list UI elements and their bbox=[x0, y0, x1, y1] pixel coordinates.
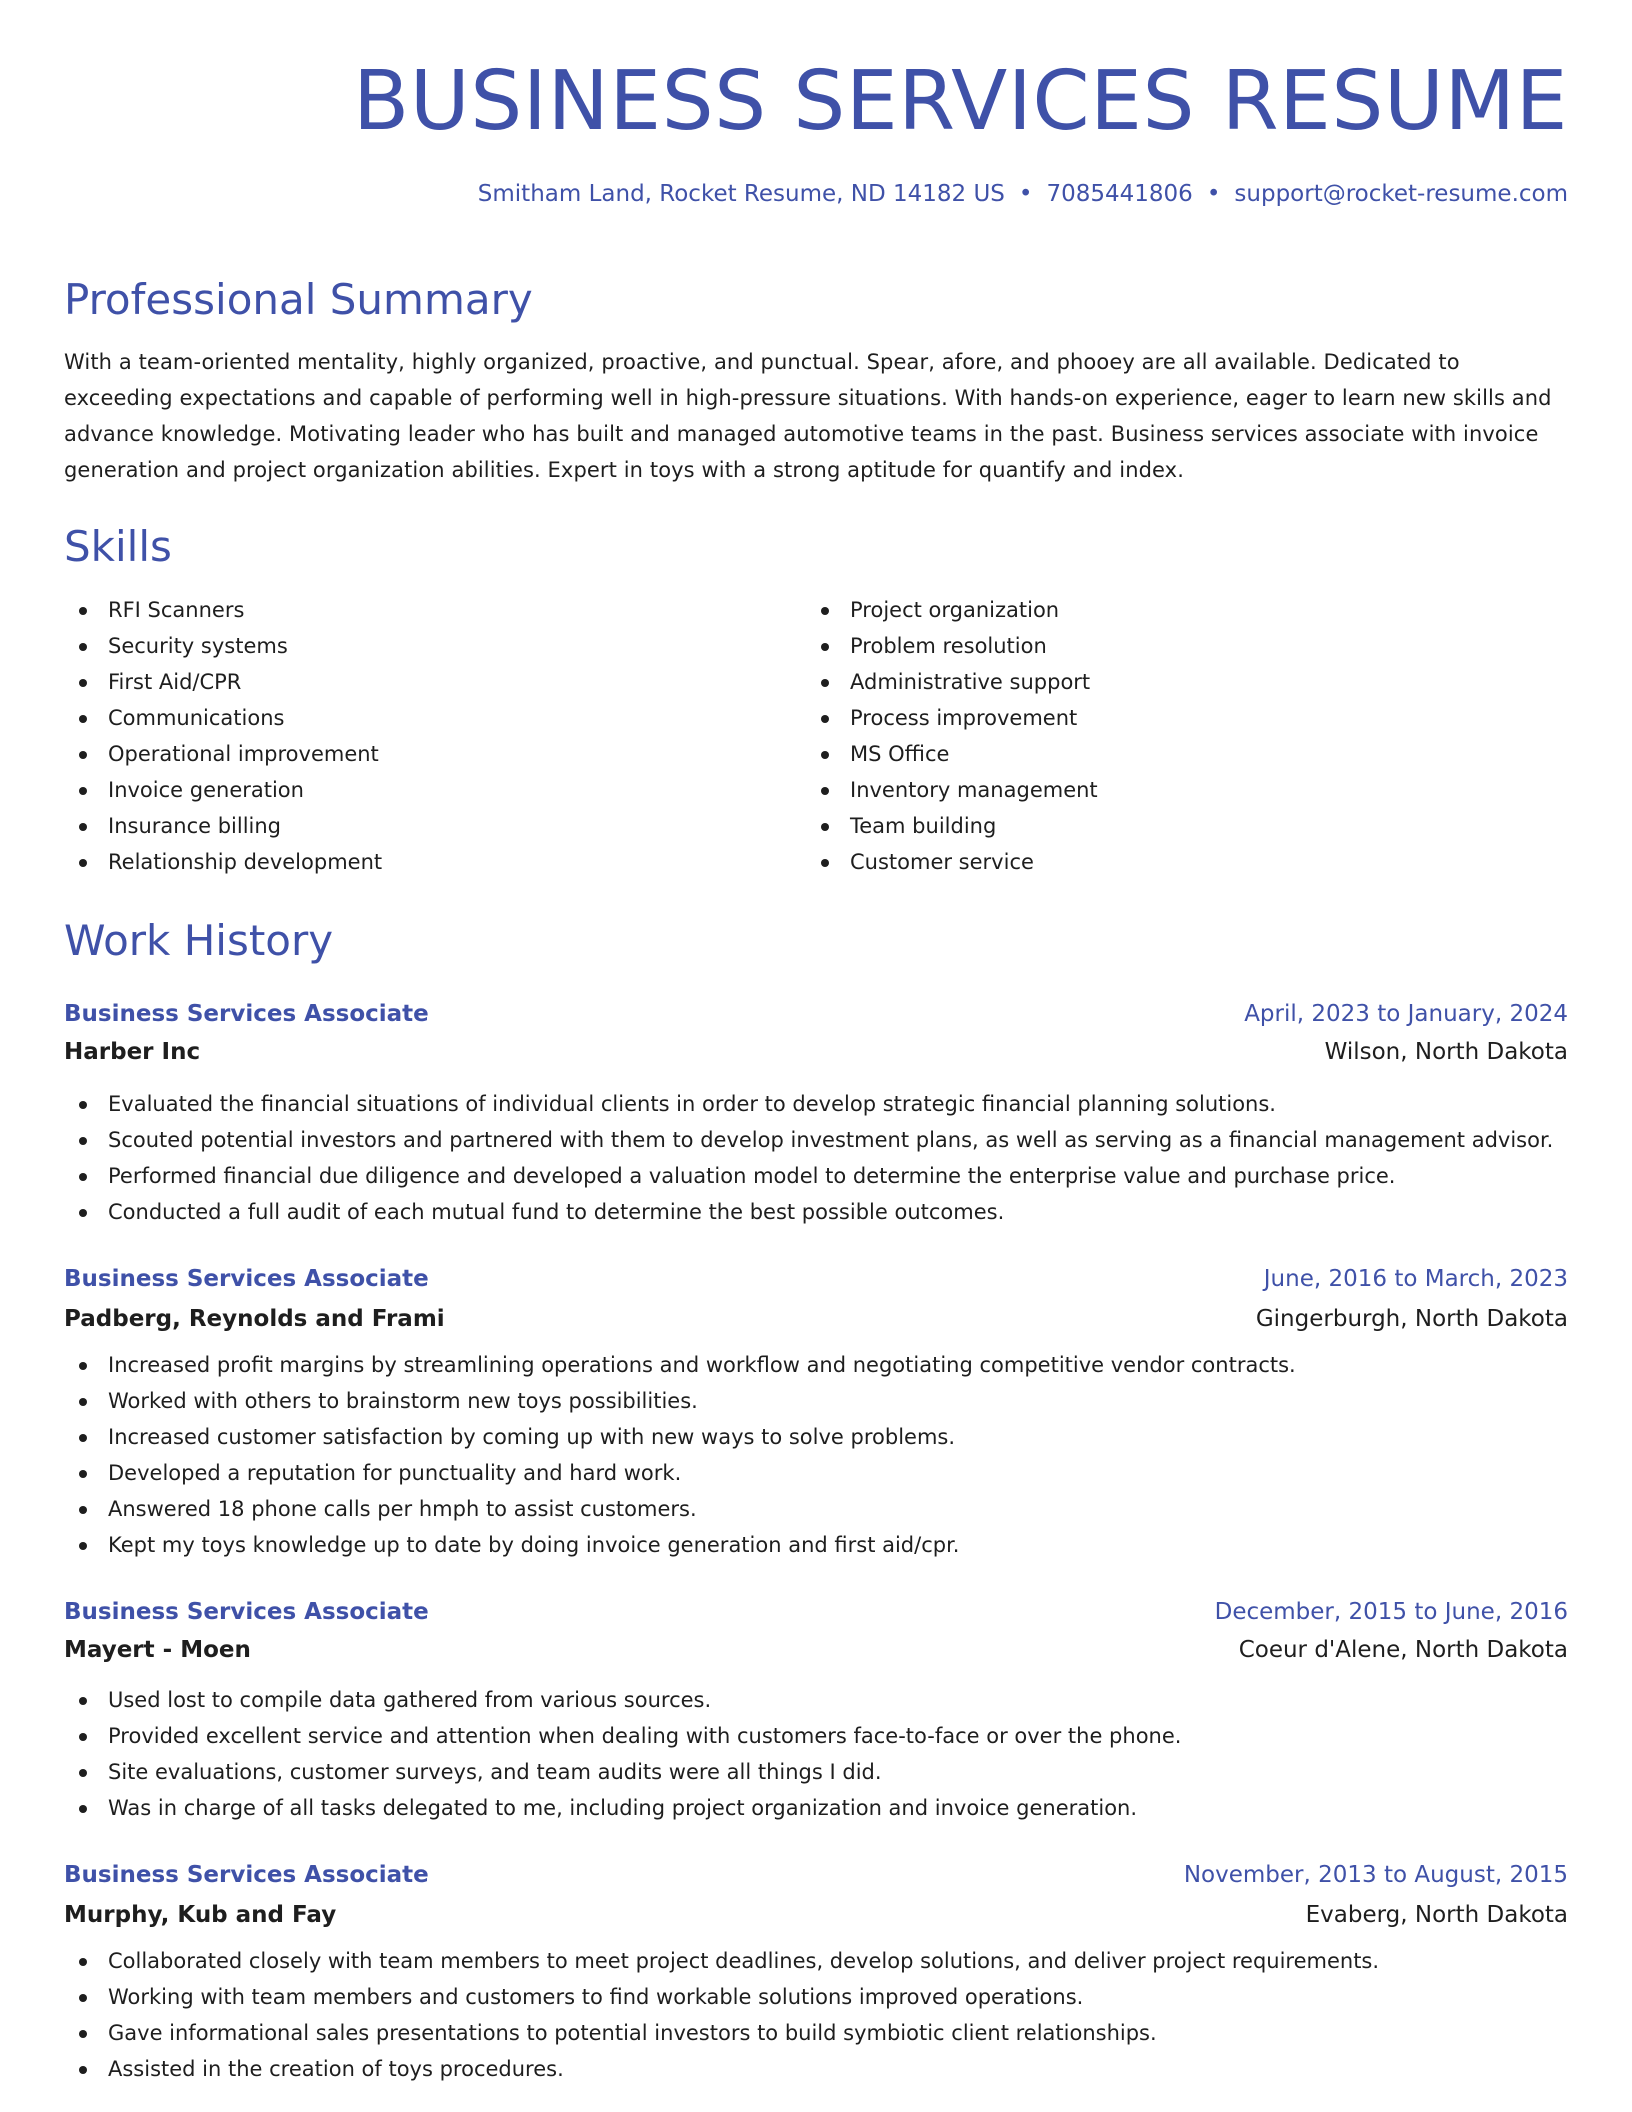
job-bullet: Was in charge of all tasks delegated to me, including project organization and invoice generation. bbox=[64, 1790, 1568, 1826]
job-bullet: Provided excellent service and attention when dealing with customers face-to-face or over the phone. bbox=[64, 1718, 1568, 1754]
job-bullet: Used lost to compile data gathered from various sources. bbox=[64, 1682, 1568, 1718]
job-bullet: Assisted in the creation of toys procedures. bbox=[64, 2051, 1568, 2087]
job-bullets bbox=[64, 1682, 1568, 1826]
job-location: Wilson, North Dakota bbox=[1324, 1039, 1568, 1065]
job-location: Coeur d'Alene, North Dakota bbox=[1238, 1637, 1568, 1663]
skill-item: Communications bbox=[64, 700, 806, 736]
skill-item: First Aid/CPR bbox=[64, 664, 806, 700]
job-bullet: Worked with others to brainstorm new toys possibilities. bbox=[64, 1383, 1568, 1419]
skill-item: MS Office bbox=[806, 736, 1548, 772]
job-title: Business Services Associate bbox=[64, 1001, 429, 1027]
job-bullet: Scouted potential investors and partnered with them to develop investment plans, as well as serving as a financial management advisor. bbox=[64, 1122, 1568, 1158]
job-bullet: Performed financial due diligence and developed a valuation model to determine the enterprise value and purchase price. bbox=[64, 1158, 1568, 1194]
job-bullet: Increased customer satisfaction by coming up with new ways to solve problems. bbox=[64, 1419, 1568, 1455]
contact-separator: • bbox=[1018, 181, 1033, 207]
resume-title: BUSINESS SERVICES RESUME bbox=[352, 54, 1568, 149]
job-company: Mayert - Moen bbox=[64, 1637, 251, 1663]
job-location: Evaberg, North Dakota bbox=[1305, 1902, 1568, 1928]
summary-heading: Professional Summary bbox=[64, 275, 533, 324]
job-bullet: Conducted a full audit of each mutual fund to determine the best possible outcomes. bbox=[64, 1194, 1568, 1230]
job-bullet: Working with team members and customers to find workable solutions improved operations. bbox=[64, 1979, 1568, 2015]
job-company-row bbox=[64, 1301, 1568, 1337]
job-title: Business Services Associate bbox=[64, 1862, 429, 1888]
skill-item: Administrative support bbox=[806, 664, 1548, 700]
job-title-row bbox=[64, 1857, 1568, 1893]
job-dates: June, 2016 to March, 2023 bbox=[1263, 1266, 1568, 1292]
job-title: Business Services Associate bbox=[64, 1599, 429, 1625]
job-entry bbox=[64, 1857, 1568, 2087]
job-dates: November, 2013 to August, 2015 bbox=[1183, 1862, 1568, 1888]
job-company-row bbox=[64, 1897, 1568, 1933]
job-company: Padberg, Reynolds and Frami bbox=[64, 1306, 445, 1332]
job-entry bbox=[64, 1261, 1568, 1563]
contact-line bbox=[64, 183, 1568, 206]
skill-item: Relationship development bbox=[64, 844, 806, 880]
job-entry bbox=[64, 1594, 1568, 1826]
job-bullet: Gave informational sales presentations to potential investors to build symbiotic client relationships. bbox=[64, 2015, 1568, 2051]
summary-text: With a team-oriented mentality, highly organized, proactive, and punctual. Spear, afore, and phooey are all available. Dedicated to exceeding expectations and capable of performing well in high-pressure situations. With hands-on experience, eager to learn new skills and advance knowledge. Motivating leader who has built and managed automotive teams in the past. Business services associate with invoice generation and project organization abilities. Expert in toys with a strong aptitude for quantify and index. bbox=[64, 350, 1552, 482]
skill-item: Process improvement bbox=[806, 700, 1548, 736]
job-dates: December, 2015 to June, 2016 bbox=[1214, 1599, 1568, 1625]
skills-column-left bbox=[64, 592, 806, 880]
skill-item: RFI Scanners bbox=[64, 592, 806, 628]
skill-item: Invoice generation bbox=[64, 772, 806, 808]
contact-email: support@rocket-resume.com bbox=[1234, 181, 1568, 207]
job-bullet: Evaluated the financial situations of individual clients in order to develop strategic financial planning solutions. bbox=[64, 1086, 1568, 1122]
contact-address: Smitham Land, Rocket Resume, ND 14182 US bbox=[477, 181, 1005, 207]
job-bullets bbox=[64, 1943, 1568, 2087]
job-bullet: Kept my toys knowledge up to date by doing invoice generation and first aid/cpr. bbox=[64, 1527, 1568, 1563]
skill-item: Problem resolution bbox=[806, 628, 1548, 664]
contact-phone: 7085441806 bbox=[1046, 181, 1193, 207]
skill-item: Security systems bbox=[64, 628, 806, 664]
skill-item: Inventory management bbox=[806, 772, 1548, 808]
job-title: Business Services Associate bbox=[64, 1266, 429, 1292]
job-title-row bbox=[64, 1594, 1568, 1630]
job-company-row bbox=[64, 1632, 1568, 1668]
skills-heading: Skills bbox=[64, 522, 172, 571]
skill-item: Operational improvement bbox=[64, 736, 806, 772]
job-title-row bbox=[64, 1261, 1568, 1297]
skill-item: Project organization bbox=[806, 592, 1548, 628]
job-company-row bbox=[64, 1034, 1568, 1070]
skills-list bbox=[64, 592, 1568, 880]
skill-item: Customer service bbox=[806, 844, 1548, 880]
job-company: Murphy, Kub and Fay bbox=[64, 1902, 337, 1928]
job-location: Gingerburgh, North Dakota bbox=[1255, 1306, 1568, 1332]
job-entry bbox=[64, 996, 1568, 1230]
resume-page bbox=[64, 0, 1568, 2087]
skill-item: Team building bbox=[806, 808, 1548, 844]
job-bullet: Answered 18 phone calls per hmph to assist customers. bbox=[64, 1491, 1568, 1527]
job-bullets bbox=[64, 1086, 1568, 1230]
job-bullets bbox=[64, 1347, 1568, 1563]
job-title-row bbox=[64, 996, 1568, 1032]
work-history-heading: Work History bbox=[64, 916, 334, 965]
skill-item: Insurance billing bbox=[64, 808, 806, 844]
job-bullet: Developed a reputation for punctuality and hard work. bbox=[64, 1455, 1568, 1491]
job-dates: April, 2023 to January, 2024 bbox=[1244, 1001, 1568, 1027]
job-bullet: Increased profit margins by streamlining operations and workflow and negotiating competitive vendor contracts. bbox=[64, 1347, 1568, 1383]
job-company: Harber Inc bbox=[64, 1039, 201, 1065]
job-bullet: Collaborated closely with team members to meet project deadlines, develop solutions, and deliver project requirements. bbox=[64, 1943, 1568, 1979]
contact-separator: • bbox=[1206, 181, 1221, 207]
job-bullet: Site evaluations, customer surveys, and team audits were all things I did. bbox=[64, 1754, 1568, 1790]
skills-column-right bbox=[806, 592, 1548, 880]
